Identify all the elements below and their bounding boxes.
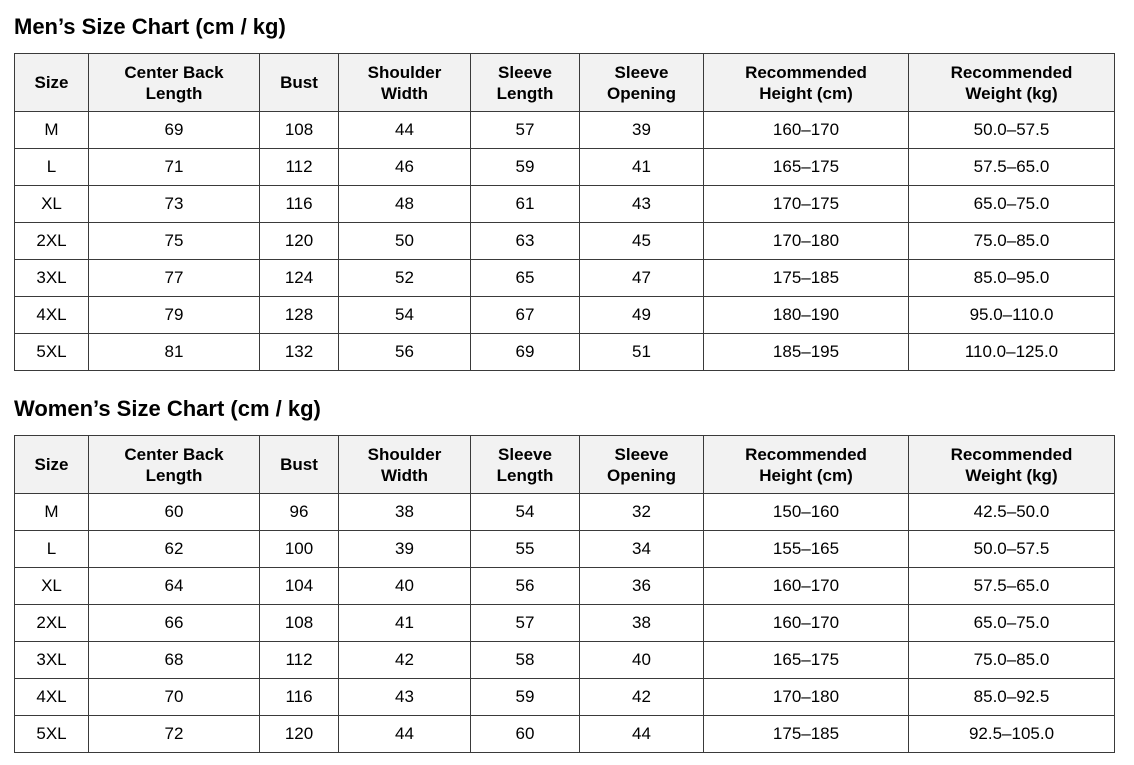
table-row — [15, 531, 1115, 568]
cell-shoulder-width: 43 — [339, 679, 471, 716]
cell-recommended-weight: 50.0–57.5 — [909, 531, 1115, 568]
cell-bust: 96 — [260, 494, 339, 531]
cell-recommended-height: 170–175 — [704, 186, 909, 223]
mens-size-table — [14, 53, 1115, 371]
cell-bust: 108 — [260, 112, 339, 149]
cell-sleeve-length: 60 — [471, 716, 580, 753]
cell-sleeve-opening: 45 — [580, 223, 704, 260]
table-row — [15, 605, 1115, 642]
column-header-recommended-height: Recommended Height (cm) — [704, 436, 909, 494]
cell-shoulder-width: 42 — [339, 642, 471, 679]
cell-size: 3XL — [15, 642, 89, 679]
table-row — [15, 149, 1115, 186]
cell-shoulder-width: 46 — [339, 149, 471, 186]
cell-size: XL — [15, 568, 89, 605]
column-header-bust: Bust — [260, 54, 339, 112]
cell-sleeve-length: 61 — [471, 186, 580, 223]
cell-recommended-height: 170–180 — [704, 223, 909, 260]
cell-recommended-height: 150–160 — [704, 494, 909, 531]
cell-center-back-length: 81 — [89, 334, 260, 371]
column-header-shoulder-width: Shoulder Width — [339, 54, 471, 112]
cell-size: 4XL — [15, 297, 89, 334]
cell-size: 5XL — [15, 716, 89, 753]
table-row — [15, 642, 1115, 679]
cell-center-back-length: 68 — [89, 642, 260, 679]
column-header-sleeve-length: Sleeve Length — [471, 436, 580, 494]
table-row — [15, 186, 1115, 223]
column-header-shoulder-width: Shoulder Width — [339, 436, 471, 494]
cell-center-back-length: 77 — [89, 260, 260, 297]
cell-size: XL — [15, 186, 89, 223]
cell-recommended-height: 155–165 — [704, 531, 909, 568]
cell-sleeve-length: 57 — [471, 605, 580, 642]
cell-shoulder-width: 50 — [339, 223, 471, 260]
column-header-recommended-height: Recommended Height (cm) — [704, 54, 909, 112]
cell-sleeve-length: 58 — [471, 642, 580, 679]
cell-shoulder-width: 54 — [339, 297, 471, 334]
cell-bust: 100 — [260, 531, 339, 568]
table-row — [15, 297, 1115, 334]
cell-recommended-weight: 92.5–105.0 — [909, 716, 1115, 753]
cell-shoulder-width: 38 — [339, 494, 471, 531]
cell-center-back-length: 64 — [89, 568, 260, 605]
cell-shoulder-width: 48 — [339, 186, 471, 223]
table-row — [15, 568, 1115, 605]
cell-recommended-weight: 50.0–57.5 — [909, 112, 1115, 149]
cell-center-back-length: 72 — [89, 716, 260, 753]
column-header-recommended-weight: Recommended Weight (kg) — [909, 54, 1115, 112]
cell-size: 3XL — [15, 260, 89, 297]
cell-sleeve-length: 54 — [471, 494, 580, 531]
cell-recommended-weight: 42.5–50.0 — [909, 494, 1115, 531]
cell-recommended-weight: 110.0–125.0 — [909, 334, 1115, 371]
cell-shoulder-width: 40 — [339, 568, 471, 605]
cell-sleeve-opening: 51 — [580, 334, 704, 371]
cell-recommended-height: 160–170 — [704, 112, 909, 149]
cell-bust: 116 — [260, 186, 339, 223]
cell-center-back-length: 71 — [89, 149, 260, 186]
cell-sleeve-length: 65 — [471, 260, 580, 297]
cell-shoulder-width: 41 — [339, 605, 471, 642]
cell-center-back-length: 69 — [89, 112, 260, 149]
cell-recommended-weight: 57.5–65.0 — [909, 568, 1115, 605]
cell-sleeve-opening: 42 — [580, 679, 704, 716]
table-row — [15, 716, 1115, 753]
cell-bust: 128 — [260, 297, 339, 334]
cell-recommended-height: 165–175 — [704, 149, 909, 186]
cell-recommended-height: 170–180 — [704, 679, 909, 716]
cell-bust: 132 — [260, 334, 339, 371]
cell-sleeve-length: 56 — [471, 568, 580, 605]
cell-recommended-weight: 57.5–65.0 — [909, 149, 1115, 186]
cell-sleeve-opening: 44 — [580, 716, 704, 753]
cell-sleeve-length: 59 — [471, 149, 580, 186]
cell-bust: 108 — [260, 605, 339, 642]
cell-size: M — [15, 494, 89, 531]
cell-sleeve-opening: 38 — [580, 605, 704, 642]
table-row — [15, 223, 1115, 260]
cell-sleeve-length: 63 — [471, 223, 580, 260]
cell-sleeve-opening: 34 — [580, 531, 704, 568]
cell-bust: 124 — [260, 260, 339, 297]
cell-recommended-height: 180–190 — [704, 297, 909, 334]
table-row — [15, 112, 1115, 149]
table-row — [15, 260, 1115, 297]
cell-size: 4XL — [15, 679, 89, 716]
header-row — [15, 54, 1115, 112]
cell-recommended-weight: 65.0–75.0 — [909, 186, 1115, 223]
cell-recommended-weight: 95.0–110.0 — [909, 297, 1115, 334]
cell-shoulder-width: 44 — [339, 112, 471, 149]
cell-center-back-length: 70 — [89, 679, 260, 716]
cell-sleeve-opening: 32 — [580, 494, 704, 531]
cell-bust: 104 — [260, 568, 339, 605]
cell-size: 2XL — [15, 223, 89, 260]
cell-sleeve-opening: 41 — [580, 149, 704, 186]
cell-sleeve-length: 59 — [471, 679, 580, 716]
column-header-recommended-weight: Recommended Weight (kg) — [909, 436, 1115, 494]
cell-recommended-weight: 85.0–92.5 — [909, 679, 1115, 716]
cell-recommended-height: 165–175 — [704, 642, 909, 679]
cell-sleeve-opening: 36 — [580, 568, 704, 605]
cell-sleeve-length: 57 — [471, 112, 580, 149]
cell-bust: 112 — [260, 642, 339, 679]
cell-size: M — [15, 112, 89, 149]
cell-sleeve-length: 67 — [471, 297, 580, 334]
table-row — [15, 494, 1115, 531]
cell-sleeve-opening: 43 — [580, 186, 704, 223]
cell-center-back-length: 75 — [89, 223, 260, 260]
column-header-sleeve-length: Sleeve Length — [471, 54, 580, 112]
cell-sleeve-opening: 47 — [580, 260, 704, 297]
womens-size-chart-title: Women’s Size Chart (cm / kg) — [14, 396, 321, 421]
cell-size: L — [15, 531, 89, 568]
cell-center-back-length: 62 — [89, 531, 260, 568]
header-row — [15, 436, 1115, 494]
table-row — [15, 679, 1115, 716]
cell-recommended-height: 185–195 — [704, 334, 909, 371]
cell-size: 2XL — [15, 605, 89, 642]
cell-recommended-height: 175–185 — [704, 716, 909, 753]
cell-sleeve-opening: 49 — [580, 297, 704, 334]
cell-bust: 116 — [260, 679, 339, 716]
cell-center-back-length: 79 — [89, 297, 260, 334]
cell-sleeve-length: 55 — [471, 531, 580, 568]
mens-size-chart-title: Men’s Size Chart (cm / kg) — [14, 14, 286, 39]
cell-shoulder-width: 44 — [339, 716, 471, 753]
cell-sleeve-opening: 40 — [580, 642, 704, 679]
cell-recommended-height: 175–185 — [704, 260, 909, 297]
cell-center-back-length: 66 — [89, 605, 260, 642]
column-header-sleeve-opening: Sleeve Opening — [580, 54, 704, 112]
column-header-size: Size — [15, 436, 89, 494]
cell-sleeve-opening: 39 — [580, 112, 704, 149]
cell-shoulder-width: 39 — [339, 531, 471, 568]
cell-shoulder-width: 52 — [339, 260, 471, 297]
cell-size: 5XL — [15, 334, 89, 371]
cell-shoulder-width: 56 — [339, 334, 471, 371]
column-header-sleeve-opening: Sleeve Opening — [580, 436, 704, 494]
cell-center-back-length: 60 — [89, 494, 260, 531]
cell-bust: 112 — [260, 149, 339, 186]
cell-size: L — [15, 149, 89, 186]
cell-recommended-weight: 65.0–75.0 — [909, 605, 1115, 642]
cell-sleeve-length: 69 — [471, 334, 580, 371]
womens-size-table — [14, 435, 1115, 753]
cell-bust: 120 — [260, 223, 339, 260]
column-header-center-back-length: Center Back Length — [89, 436, 260, 494]
column-header-size: Size — [15, 54, 89, 112]
cell-recommended-weight: 85.0–95.0 — [909, 260, 1115, 297]
column-header-bust: Bust — [260, 436, 339, 494]
cell-center-back-length: 73 — [89, 186, 260, 223]
table-row — [15, 334, 1115, 371]
cell-recommended-weight: 75.0–85.0 — [909, 642, 1115, 679]
cell-bust: 120 — [260, 716, 339, 753]
cell-recommended-height: 160–170 — [704, 605, 909, 642]
cell-recommended-weight: 75.0–85.0 — [909, 223, 1115, 260]
cell-recommended-height: 160–170 — [704, 568, 909, 605]
column-header-center-back-length: Center Back Length — [89, 54, 260, 112]
